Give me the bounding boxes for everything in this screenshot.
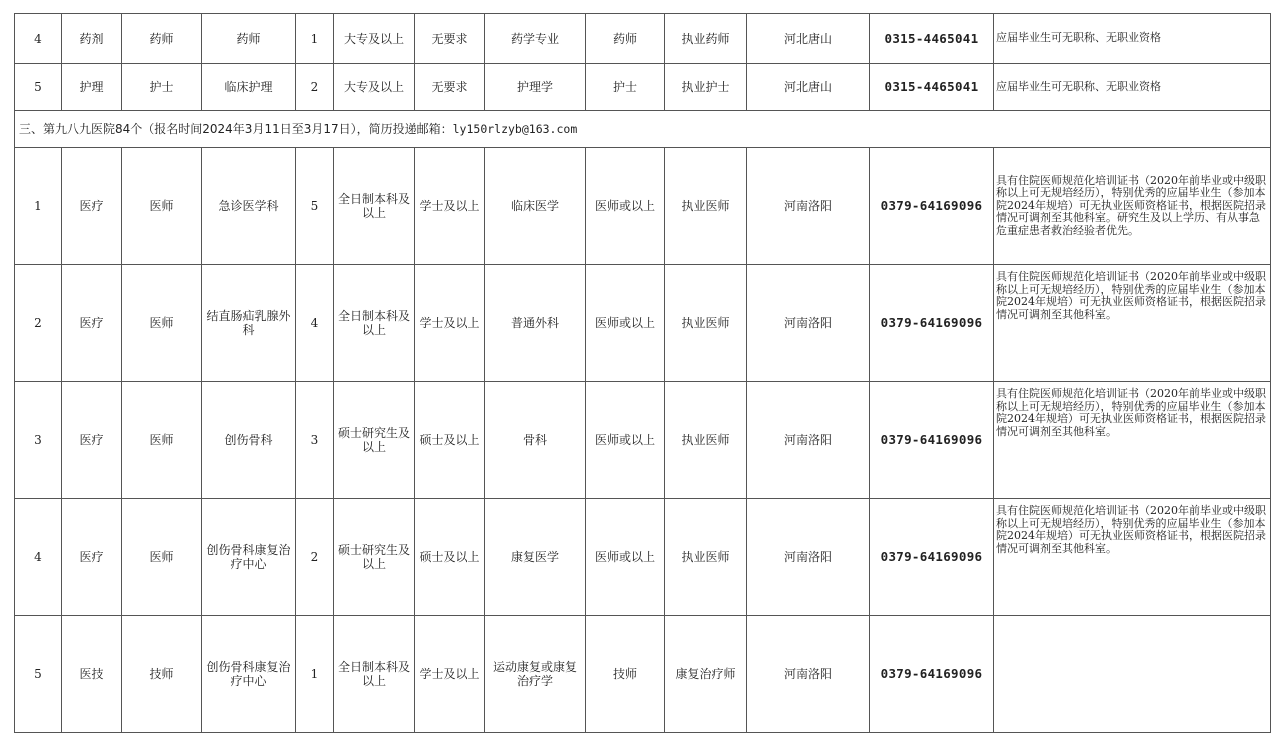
education-cell: 全日制本科及以上 xyxy=(334,265,415,382)
table-row xyxy=(15,148,1271,265)
row-number: 3 xyxy=(15,382,62,499)
count-cell: 2 xyxy=(296,499,334,616)
post-cell: 医师 xyxy=(122,382,202,499)
post-cell: 医师 xyxy=(122,499,202,616)
count-cell: 1 xyxy=(296,14,334,64)
category-cell: 医技 xyxy=(62,616,122,733)
degree-cell: 学士及以上 xyxy=(415,616,485,733)
note-cell: 具有住院医师规范化培训证书（2020年前毕业或中级职称以上可无规培经历），特别优秀的应届毕业生（参加本院2024年规培）可无执业医师资格证书，根据医院招录情况可调剂至其他科室。 xyxy=(994,382,1271,499)
phone-cell: 0379-64169096 xyxy=(870,616,994,733)
degree-cell: 学士及以上 xyxy=(415,148,485,265)
dept-cell: 创伤骨科康复治疗中心 xyxy=(202,499,296,616)
location-cell: 河南洛阳 xyxy=(747,382,870,499)
phone-cell: 0379-64169096 xyxy=(870,382,994,499)
row-number: 4 xyxy=(15,14,62,64)
category-cell: 护理 xyxy=(62,64,122,111)
location-cell: 河北唐山 xyxy=(747,14,870,64)
degree-cell: 学士及以上 xyxy=(415,265,485,382)
education-cell: 全日制本科及以上 xyxy=(334,148,415,265)
phone-cell: 0315-4465041 xyxy=(870,14,994,64)
degree-cell: 无要求 xyxy=(415,14,485,64)
count-cell: 1 xyxy=(296,616,334,733)
degree-cell: 硕士及以上 xyxy=(415,499,485,616)
major-cell: 临床医学 xyxy=(485,148,586,265)
phone-cell: 0379-64169096 xyxy=(870,499,994,616)
location-cell: 河南洛阳 xyxy=(747,265,870,382)
post-cell: 药师 xyxy=(122,14,202,64)
qualification-cell: 执业药师 xyxy=(665,14,747,64)
row-number: 4 xyxy=(15,499,62,616)
recruitment-table xyxy=(14,13,1271,733)
section-header-row xyxy=(15,111,1271,148)
education-cell: 大专及以上 xyxy=(334,14,415,64)
major-cell: 康复医学 xyxy=(485,499,586,616)
table-row xyxy=(15,14,1271,64)
title-cell: 护士 xyxy=(586,64,665,111)
note-cell: 具有住院医师规范化培训证书（2020年前毕业或中级职称以上可无规培经历），特别优秀的应届毕业生（参加本院2024年规培）可无执业医师资格证书，根据医院招录情况可调剂至其他科室。 xyxy=(994,265,1271,382)
qualification-cell: 执业医师 xyxy=(665,382,747,499)
qualification-cell: 执业护士 xyxy=(665,64,747,111)
table-row xyxy=(15,382,1271,499)
row-number: 2 xyxy=(15,265,62,382)
row-number: 1 xyxy=(15,148,62,265)
degree-cell: 无要求 xyxy=(415,64,485,111)
post-cell: 护士 xyxy=(122,64,202,111)
title-cell: 药师 xyxy=(586,14,665,64)
table-row xyxy=(15,499,1271,616)
education-cell: 全日制本科及以上 xyxy=(334,616,415,733)
dept-cell: 急诊医学科 xyxy=(202,148,296,265)
note-cell: 应届毕业生可无职称、无职业资格 xyxy=(994,64,1271,111)
location-cell: 河南洛阳 xyxy=(747,148,870,265)
title-cell: 医师或以上 xyxy=(586,265,665,382)
phone-cell: 0379-64169096 xyxy=(870,265,994,382)
major-cell: 普通外科 xyxy=(485,265,586,382)
count-cell: 3 xyxy=(296,382,334,499)
category-cell: 药剂 xyxy=(62,14,122,64)
qualification-cell: 康复治疗师 xyxy=(665,616,747,733)
note-cell: 具有住院医师规范化培训证书（2020年前毕业或中级职称以上可无规培经历），特别优秀的应届毕业生（参加本院2024年规培）可无执业医师资格证书，根据医院招录情况可调剂至其他科室。研究生及以上学历、有从事急危重症患者救治经验者优先。 xyxy=(994,148,1271,265)
location-cell: 河南洛阳 xyxy=(747,499,870,616)
degree-cell: 硕士及以上 xyxy=(415,382,485,499)
note-cell: 具有住院医师规范化培训证书（2020年前毕业或中级职称以上可无规培经历），特别优秀的应届毕业生（参加本院2024年规培）可无执业医师资格证书，根据医院招录情况可调剂至其他科室。 xyxy=(994,499,1271,616)
title-cell: 医师或以上 xyxy=(586,382,665,499)
post-cell: 医师 xyxy=(122,265,202,382)
section-header xyxy=(15,111,1271,148)
category-cell: 医疗 xyxy=(62,265,122,382)
row-number: 5 xyxy=(15,64,62,111)
major-cell: 运动康复或康复治疗学 xyxy=(485,616,586,733)
note-cell xyxy=(994,616,1271,733)
table-row xyxy=(15,64,1271,111)
dept-cell: 临床护理 xyxy=(202,64,296,111)
category-cell: 医疗 xyxy=(62,148,122,265)
table-row xyxy=(15,265,1271,382)
education-cell: 硕士研究生及以上 xyxy=(334,382,415,499)
post-cell: 医师 xyxy=(122,148,202,265)
dept-cell: 创伤骨科康复治疗中心 xyxy=(202,616,296,733)
phone-cell: 0379-64169096 xyxy=(870,148,994,265)
education-cell: 硕士研究生及以上 xyxy=(334,499,415,616)
table-row xyxy=(15,616,1271,733)
major-cell: 护理学 xyxy=(485,64,586,111)
category-cell: 医疗 xyxy=(62,382,122,499)
major-cell: 药学专业 xyxy=(485,14,586,64)
dept-cell: 结直肠疝乳腺外科 xyxy=(202,265,296,382)
count-cell: 2 xyxy=(296,64,334,111)
post-cell: 技师 xyxy=(122,616,202,733)
count-cell: 4 xyxy=(296,265,334,382)
location-cell: 河北唐山 xyxy=(747,64,870,111)
major-cell: 骨科 xyxy=(485,382,586,499)
category-cell: 医疗 xyxy=(62,499,122,616)
dept-cell: 药师 xyxy=(202,14,296,64)
phone-cell: 0315-4465041 xyxy=(870,64,994,111)
count-cell: 5 xyxy=(296,148,334,265)
section-email: ly150rlzyb@163.com xyxy=(452,122,578,136)
title-cell: 医师或以上 xyxy=(586,499,665,616)
section-title: 三、第九八九医院84个（报名时间2024年3月11日至3月17日），简历投递邮箱： xyxy=(19,122,453,136)
dept-cell: 创伤骨科 xyxy=(202,382,296,499)
title-cell: 医师或以上 xyxy=(586,148,665,265)
qualification-cell: 执业医师 xyxy=(665,499,747,616)
education-cell: 大专及以上 xyxy=(334,64,415,111)
row-number: 5 xyxy=(15,616,62,733)
note-cell: 应届毕业生可无职称、无职业资格 xyxy=(994,14,1271,64)
qualification-cell: 执业医师 xyxy=(665,265,747,382)
qualification-cell: 执业医师 xyxy=(665,148,747,265)
title-cell: 技师 xyxy=(586,616,665,733)
location-cell: 河南洛阳 xyxy=(747,616,870,733)
